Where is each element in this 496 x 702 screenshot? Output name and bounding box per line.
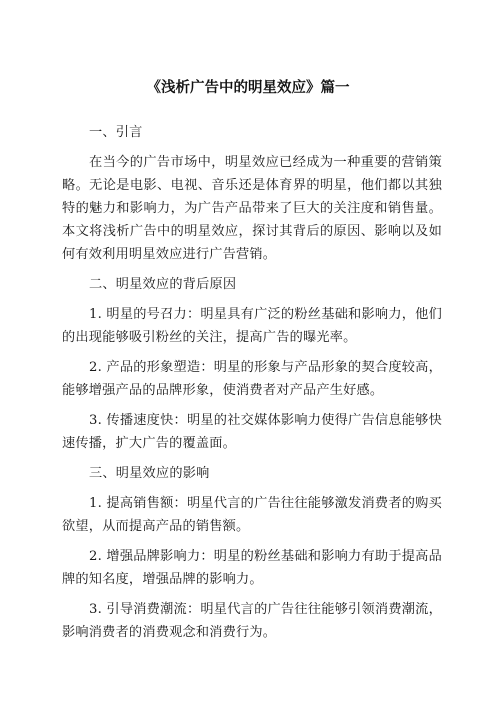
document-title: 《浅析广告中的明星效应》篇一 <box>146 80 350 96</box>
section-heading-intro: 一、引言 <box>89 125 143 140</box>
paragraph-reason-2: 2. 产品的形象塑造：明星的形象与产品形象的契合度较高，能够增强产品的品牌形象，使消费者对产品产生好感。 <box>62 360 442 398</box>
paragraph-effect-2: 2. 增强品牌影响力：明星的粉丝基础和影响力有助于提高品牌的知名度，增强品牌的影响力。 <box>62 549 442 587</box>
document-body <box>62 121 442 651</box>
section-heading-reasons: 二、明星效应的背后原因 <box>89 277 237 292</box>
paragraph-reason-1: 1. 明星的号召力：明星具有广泛的粉丝基础和影响力，他们的出现能够吸引粉丝的关注，提高广告的曝光率。 <box>62 307 442 345</box>
section-heading-effects: 三、明星效应的影响 <box>89 466 210 481</box>
paragraph-effect-1: 1. 提高销售额：明星代言的广告往往能够激发消费者的购买欲望，从而提高产品的销售额。 <box>62 496 442 534</box>
paragraph-reason-3: 3. 传播速度快：明星的社交媒体影响力使得广告信息能够快速传播，扩大广告的覆盖面。 <box>62 413 442 451</box>
paragraph-intro: 在当今的广告市场中，明星效应已经成为一种重要的营销策略。无论是电影、电视、音乐还是体育界的明星，他们都以其独特的魅力和影响力，为广告产品带来了巨大的关注度和销售量。本文将浅析广告中的明星效应，探讨其背后的原因、影响以及如何有效利用明星效应进行广告营销。 <box>62 155 442 262</box>
paragraph-effect-3: 3. 引导消费潮流：明星代言的广告往往能够引领消费潮流，影响消费者的消费观念和消费行为。 <box>62 602 442 640</box>
